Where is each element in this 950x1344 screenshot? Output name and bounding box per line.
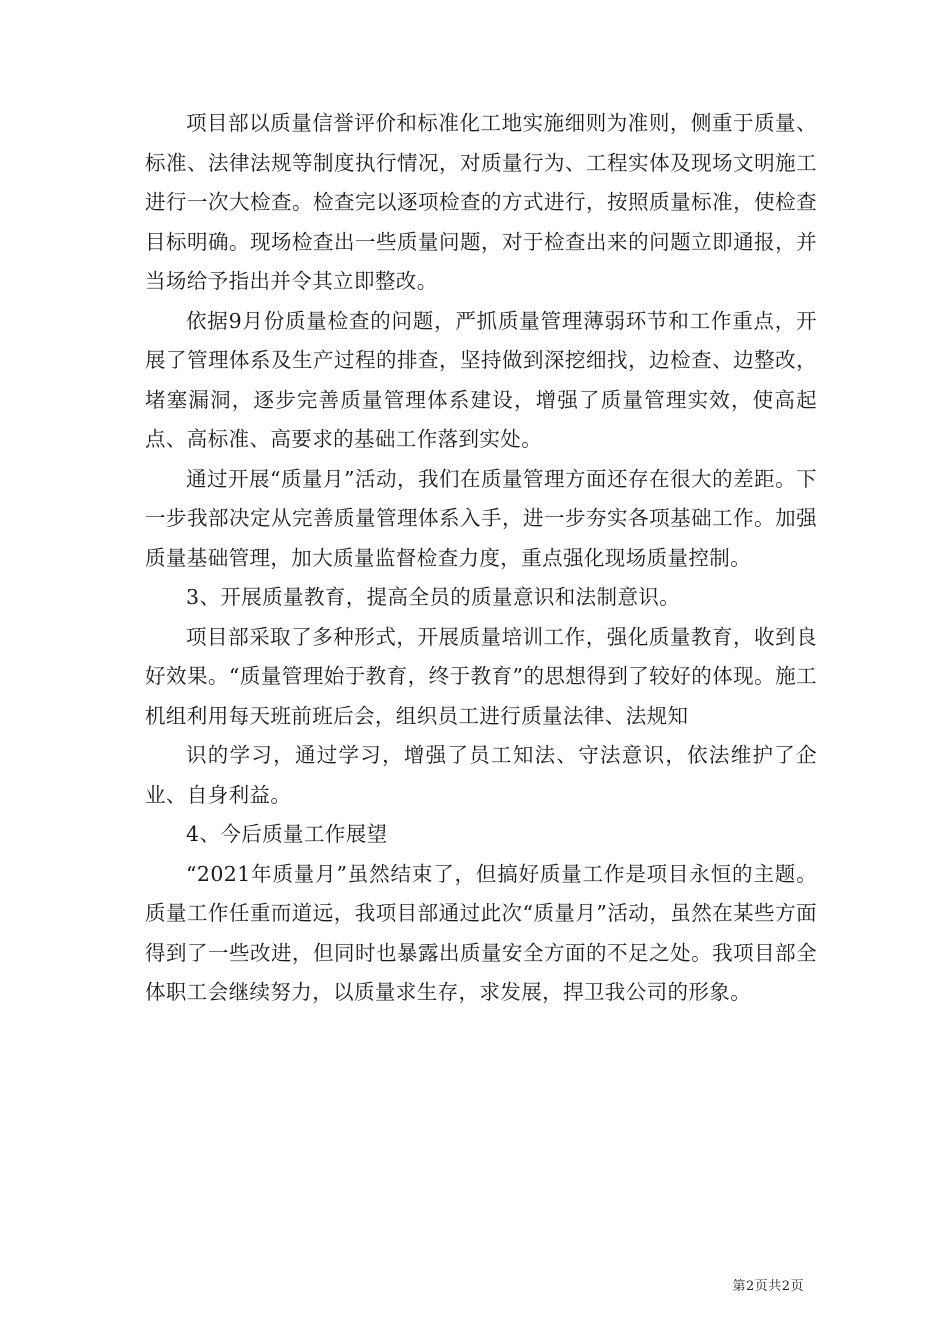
- heading-future-outlook: 4、今后质量工作展望: [186, 822, 388, 846]
- paragraph-september-check: 依据9月份质量检查的问题，严抓质量管理薄弱环节和工作重点，开展了管理体系及生产过程的排查，坚持做到深挖细找，边检查、边整改，堵塞漏洞，逐步完善质量管理体系建设，增强了质量管理实效，使高起点、高标准、高要求的基础工作落到实处。: [145, 308, 817, 451]
- paragraph-outlook: “2021年质量月”虽然结束了，但搞好质量工作是项目永恒的主题。质量工作任重而道远，我项目部通过此次“质量月”活动，虽然在某些方面得到了一些改进，但同时也暴露出质量安全方面的不足之处。我项目部全体职工会继续努力，以质量求生存，求发展，捍卫我公司的形象。: [145, 861, 817, 1004]
- paragraph-training: 项目部采取了多种形式，开展质量培训工作，强化质量教育，收到良好效果。“质量管理始于教育，终于教育”的思想得到了较好的体现。施工机组利用每天班前班后会，组织员工进行质量法律、法规知: [145, 624, 817, 728]
- paragraph-quality-month-gap: 通过开展“质量月”活动，我们在质量管理方面还存在很大的差距。下一步我部决定从完善质量管理体系入手，进一步夯实各项基础工作。加强质量基础管理，加大质量监督检查力度，重点强化现场质量控制。: [145, 466, 817, 570]
- heading-quality-education: 3、开展质量教育，提高全员的质量意识和法制意识。: [186, 585, 681, 609]
- document-body: [145, 104, 817, 1013]
- paragraph-training-continued: 识的学习，通过学习，增强了员工知法、守法意识，依法维护了企业、自身利益。: [145, 743, 817, 807]
- page-number: 第2页共2页: [732, 1279, 804, 1294]
- paragraph-quality-inspection: 项目部以质量信誉评价和标准化工地实施细则为准则，侧重于质量、标准、法律法规等制度执行情况，对质量行为、工程实体及现场文明施工进行一次大检查。检查完以逐项检查的方式进行，按照质量标准，使检查目标明确。现场检查出一些质量问题，对于检查出来的问题立即通报，并当场给予指出并令其立即整改。: [145, 111, 817, 293]
